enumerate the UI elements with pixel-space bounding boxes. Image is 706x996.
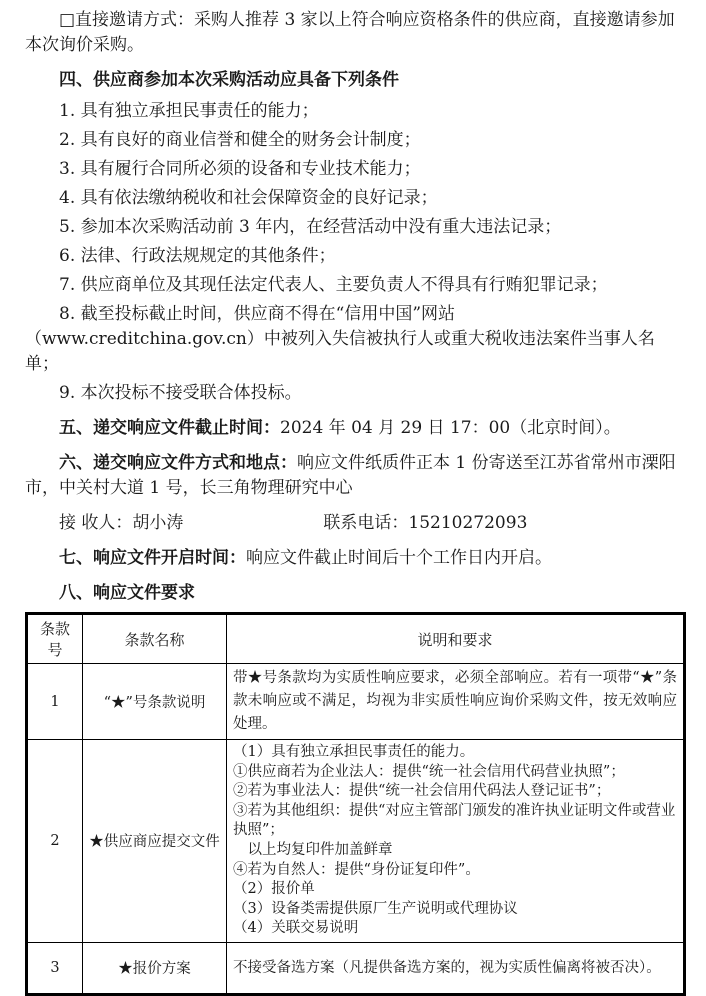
section-7-opening — [25, 546, 683, 571]
table-header-row — [27, 614, 685, 664]
cell-clause-no: 3 — [27, 942, 83, 994]
cell-clause-name: ★供应商应提交文件 — [83, 740, 227, 943]
description-line: （2）报价单 — [233, 881, 315, 898]
header-clause-no: 条款号 — [27, 614, 83, 664]
description-line: （3）设备类需提供原厂生产说明或代理协议 — [233, 900, 518, 917]
section-4-heading: 四、供应商参加本次采购活动应具备下列条件 — [59, 70, 399, 90]
header-description: 说明和要求 — [227, 614, 685, 664]
condition-item-4: 4. 具有依法缴纳税收和社会保障资金的良好记录； — [59, 188, 438, 208]
cell-description — [227, 664, 685, 740]
condition-item-8: 8. 截至投标截止时间，供应商不得在“信用中国”网站（www.creditchina.gov.cn）中被列入失信被执行人或重大税收违法案件当事人名单； — [25, 304, 655, 374]
condition-item-6: 6. 法律、行政法规规定的其他条件； — [59, 246, 336, 266]
requirements-table — [25, 612, 686, 996]
section-7-value: 响应文件截止时间后十个工作日内开启。 — [246, 548, 552, 568]
section-5-label: 五、递交响应文件截止时间： — [59, 418, 280, 438]
section-7-label: 七、响应文件开启时间： — [59, 548, 246, 568]
header-clause-name: 条款名称 — [83, 614, 227, 664]
cell-clause-no: 2 — [27, 740, 83, 943]
table-row — [27, 942, 685, 994]
section-8-heading: 八、响应文件要求 — [59, 583, 195, 603]
description-line: ①供应商若为企业法人：提供“统一社会信用代码营业执照”； — [233, 763, 625, 780]
direct-invitation-paragraph: □直接邀请方式：采购人推荐 3 家以上符合响应资格条件的供应商，直接邀请参加本次询价采购。 — [25, 10, 675, 55]
condition-item-2: 2. 具有良好的商业信誉和健全的财务会计制度； — [59, 130, 421, 150]
contact-line — [25, 511, 683, 536]
contact-phone: 联系电话：15210272093 — [323, 513, 528, 533]
cell-clause-name: ★报价方案 — [83, 942, 227, 994]
description-line: 以上均复印件加盖鲜章 — [233, 841, 393, 858]
section-6-delivery — [25, 451, 683, 501]
description-line: 带★号条款均为实质性响应要求，必须全部响应。若有一项带“★”条款未响应或不满足，均视为非实质性响应询价采购文件，按无效响应处理。 — [233, 670, 677, 732]
description-line: ③若为其他组织：提供“对应主管部门颁发的准许执业证明文件或营业执照”； — [233, 802, 676, 839]
condition-item-3: 3. 具有履行合同所必须的设备和专业技术能力； — [59, 159, 421, 179]
condition-item-1: 1. 具有独立承担民事责任的能力； — [59, 101, 319, 121]
description-line: （4）关联交易说明 — [233, 920, 359, 937]
table-row — [27, 664, 685, 740]
section-5-value: 2024 年 04 月 29 日 17：00（北京时间）。 — [280, 418, 621, 438]
cell-description — [227, 740, 685, 943]
table-row — [27, 740, 685, 943]
description-line: 不接受备选方案（凡提供备选方案的，视为实质性偏离将被否决）。 — [233, 959, 661, 976]
cell-clause-name: “★”号条款说明 — [83, 664, 227, 740]
description-line: （1）具有独立承担民事责任的能力。 — [233, 744, 475, 760]
cell-description — [227, 942, 685, 994]
receiver-name: 接 收人：胡小涛 — [59, 513, 184, 533]
section-6-label: 六、递交响应文件方式和地点： — [59, 453, 297, 473]
description-line: ②若为事业法人：提供“统一社会信用代码法人登记证书”； — [233, 783, 611, 800]
section-6-value: 响应文件纸质件正本 1 份寄送至江苏省常州市溧阳市，中关村大道 1 号，长三角物理研究中心 — [25, 453, 676, 498]
condition-item-7: 7. 供应商单位及其现任法定代表人、主要负责人不得具有行贿犯罪记录； — [59, 275, 608, 295]
condition-item-9: 9. 本次投标不接受联合体投标。 — [59, 383, 302, 403]
cell-clause-no: 1 — [27, 664, 83, 740]
condition-item-5: 5. 参加本次采购活动前 3 年内，在经营活动中没有重大违法记录； — [59, 217, 562, 237]
section-5-deadline — [25, 416, 683, 441]
description-line: ④若为自然人：提供“身份证复印件”。 — [233, 861, 480, 878]
